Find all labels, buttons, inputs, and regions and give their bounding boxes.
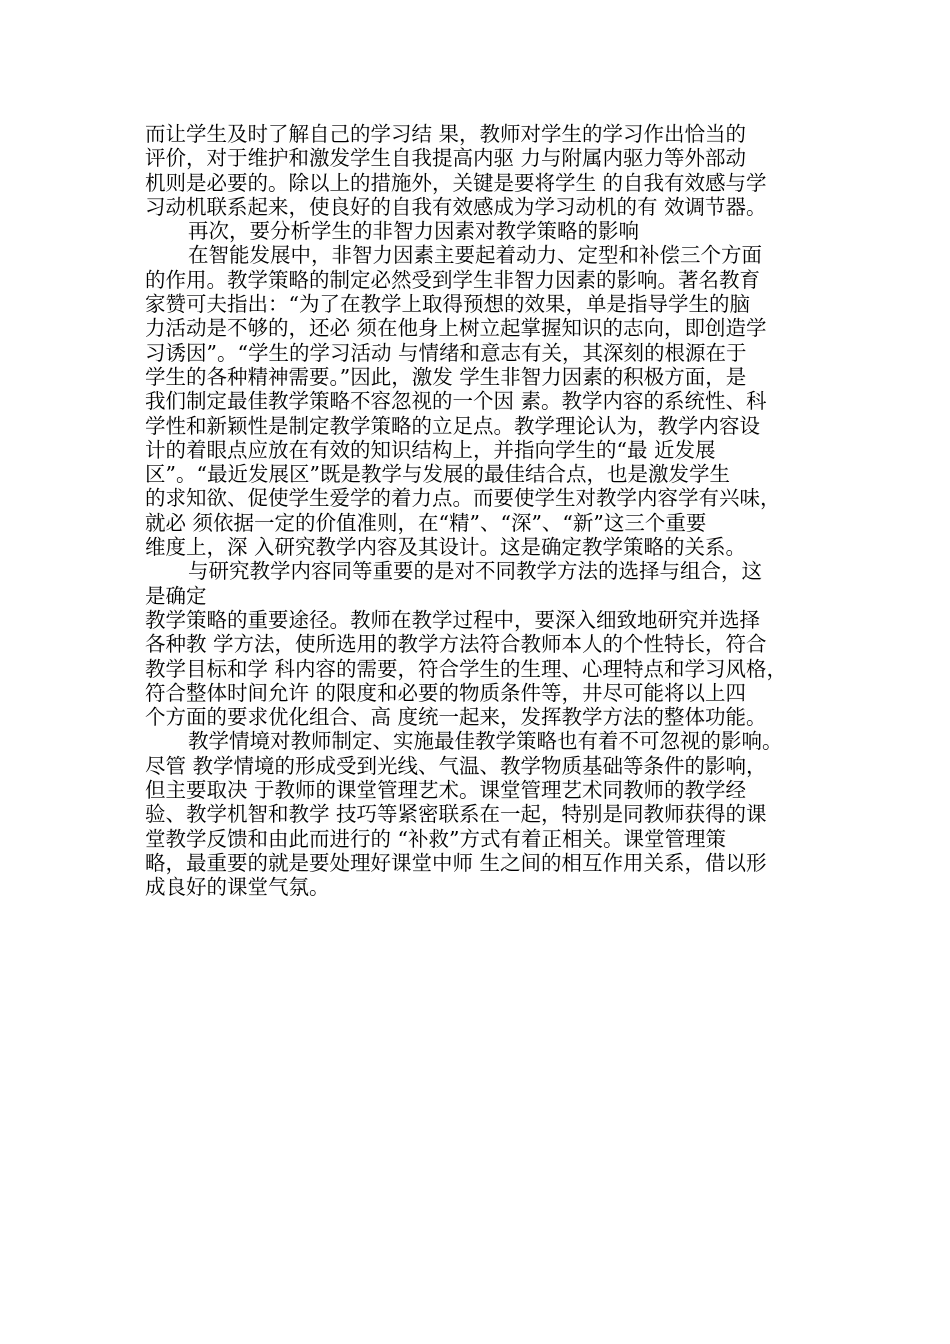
text-line: 家赞可夫指出：“为了在教学上取得预想的效果，单是指导学生的脑 — [145, 292, 750, 317]
text-line: 符合整体时间允许 的限度和必要的物质条件等，井尽可能将以上四 — [145, 680, 747, 705]
text-line: 与研究教学内容同等重要的是对不同教学方法的选择与组合，这 — [188, 559, 762, 584]
text-line: 略，最重要的就是要处理好课堂中师 生之间的相互作用关系，借以形 — [145, 850, 767, 875]
text-line: 学性和新颖性是制定教学策略的立足点。教学理论认为，教学内容设 — [145, 413, 760, 438]
text-line: 教学目标和学 科内容的需要，符合学生的生理、心理特点和学习风格， — [145, 656, 788, 681]
text-line: 个方面的要求优化组合、高 度统一起来，发挥教学方法的整体功能。 — [145, 705, 767, 730]
text-line: 教学策略的重要途径。教师在教学过程中，要深入细致地研究并选择 — [145, 607, 760, 632]
text-line: 在智能发展中，非智力因素主要起着动力、定型和补偿三个方面 — [188, 243, 762, 268]
text-line: 再次，要分析学生的非智力因素对教学策略的影响 — [188, 219, 639, 244]
text-line: 机则是必要的。除以上的措施外，关键是要将学生 的自我有效感与学 — [145, 170, 767, 195]
text-line: 习动机联系起来，使良好的自我有效感成为学习动机的有 效调节器。 — [145, 194, 767, 219]
text-line: 的求知欲、促使学生爱学的着力点。而要使学生对教学内容学有兴味， — [145, 486, 781, 511]
text-line: 教学情境对教师制定、实施最佳教学策略也有着不可忽视的影响。 — [188, 729, 783, 754]
text-line: 学生的各种精神需要。”因此，激发 学生非智力因素的积极方面，是 — [145, 364, 747, 389]
text-line: 习诱因”。“学生的学习活动 与情绪和意志有关，其深刻的根源在于 — [145, 340, 747, 365]
text-line: 成良好的课堂气氛。 — [145, 875, 330, 900]
text-line: 各种教 学方法，使所选用的教学方法符合教师本人的个性特长，符合 — [145, 632, 767, 657]
text-line: 是确定 — [145, 583, 207, 608]
text-line: 尽管 教学情境的形成受到光线、气温、教学物质基础等条件的影响， — [145, 753, 767, 778]
text-line: 就必 须依据一定的价值准则，在“精”、“深”、“新”这三个重要 — [145, 510, 707, 535]
text-line: 评价，对于维护和激发学生自我提高内驱 力与附属内驱力等外部动 — [145, 146, 747, 171]
text-line: 堂教学反馈和由此而进行的 “补救”方式有着正相关。课堂管理策 — [145, 826, 726, 851]
document-body — [145, 122, 825, 900]
text-line: 区”。“最近发展区”既是教学与发展的最佳结合点，也是激发学生 — [145, 462, 730, 487]
text-line: 而让学生及时了解自己的学习结 果，教师对学生的学习作出恰当的 — [145, 122, 747, 146]
text-line: 我们制定最佳教学策略不容忽视的一个因 素。教学内容的系统性、科 — [145, 389, 767, 414]
text-line: 但主要取决 于教师的课堂管理艺术。课堂管理艺术同教师的教学经 — [145, 778, 747, 803]
text-line: 验、教学机智和教学 技巧等紧密联系在一起，特别是同教师获得的课 — [145, 802, 767, 827]
text-line: 的作用。教学策略的制定必然受到学生非智力因素的影响。著名教育 — [145, 267, 760, 292]
text-line: 维度上，深 入研究教学内容及其设计。这是确定教学策略的关系。 — [145, 535, 747, 560]
text-line: 力活动是不够的，还必 须在他身上树立起掌握知识的志向，即创造学 — [145, 316, 767, 341]
text-line: 计的着眼点应放在有效的知识结构上，并指向学生的“最 近发展 — [145, 437, 716, 462]
